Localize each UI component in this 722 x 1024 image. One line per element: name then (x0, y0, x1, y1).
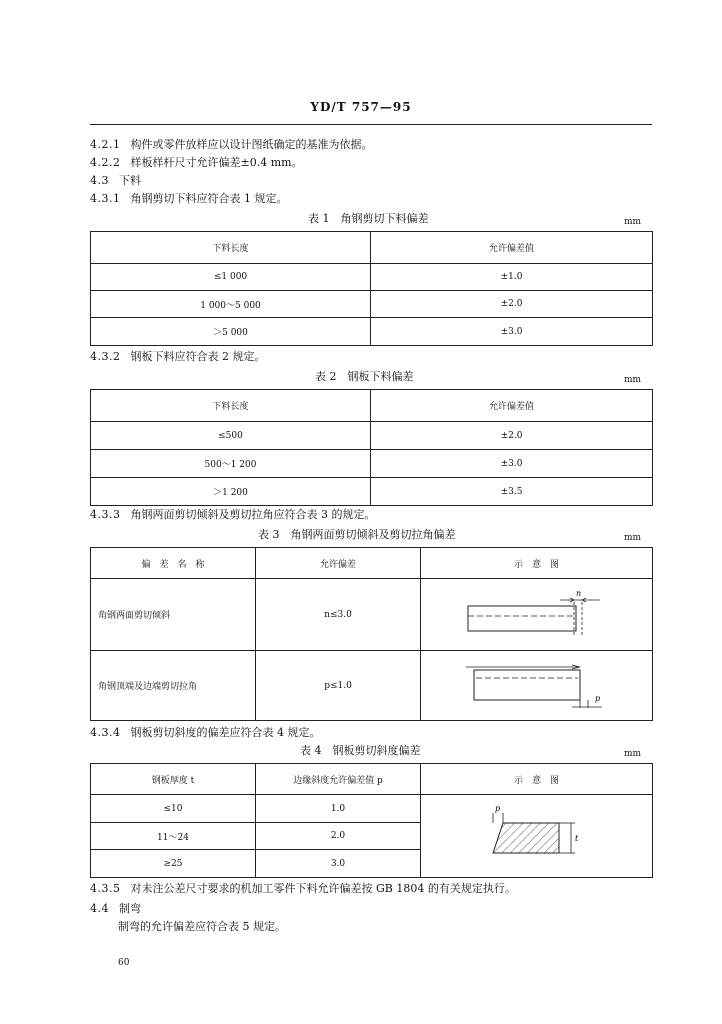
table-cell: ±3.0 (371, 450, 653, 478)
clause-text: 样板样杆尺寸允许偏差±0.4 mm。 (130, 156, 303, 169)
table-header-cell: 偏 差 名 称 (91, 548, 256, 579)
table-row (91, 579, 653, 651)
plate-bevel-diagram (477, 801, 597, 871)
table-cell: ＞1 200 (91, 478, 371, 506)
table-cell: 角钢顶端及边端剪切拉角 (91, 651, 256, 721)
standard-header: YD/T 757—95 (310, 100, 412, 114)
clause-number: 4.2.1 (90, 138, 121, 151)
clause-text: 制弯 (119, 902, 141, 915)
table-cell: ±1.0 (371, 264, 653, 291)
table-header-cell: 示 意 图 (421, 548, 653, 579)
diagram-cell (421, 651, 653, 721)
angle-shear-tilt-diagram (462, 590, 612, 640)
table-row (91, 422, 653, 450)
table1 (90, 231, 653, 346)
table-cell: ≤500 (91, 422, 371, 450)
table-cell: 1.0 (256, 795, 421, 823)
table-cell: 3.0 (256, 850, 421, 878)
clause-4-4-body: 制弯的允许偏差应符合表 5 规定。 (118, 920, 286, 933)
page-number: 60 (118, 958, 130, 968)
diagram-label-p: p (594, 693, 600, 703)
clause-4-3-3 (90, 508, 376, 522)
clause-number: 4.4 (90, 902, 109, 915)
table-header-cell: 边缘斜度允许偏差值 p (256, 764, 421, 795)
clause-number: 4.3.1 (90, 192, 121, 205)
clause-number: 4.3.4 (90, 726, 121, 739)
table-row (91, 291, 653, 318)
table4 (90, 763, 653, 878)
table-row (91, 478, 653, 506)
table-header-row (91, 232, 653, 264)
header-rule (90, 124, 652, 125)
table-cell: ＞5 000 (91, 318, 371, 346)
table-cell: ±2.0 (371, 422, 653, 450)
clause-text: 角钢两面剪切倾斜及剪切拉角应符合表 3 的规定。 (130, 508, 376, 521)
clause-4-2-2 (90, 156, 303, 170)
table-cell: 角钢两面剪切倾斜 (91, 579, 256, 651)
clause-text: 下料 (119, 174, 141, 187)
table-cell: p≤1.0 (256, 651, 421, 721)
table-cell: n≤3.0 (256, 579, 421, 651)
clause-text: 对未注公差尺寸要求的机加工零件下料允许偏差按 GB 1804 的有关规定执行。 (130, 882, 516, 895)
table-row (91, 450, 653, 478)
clause-text: 构件或零件放样应以设计图纸确定的基准为依据。 (130, 138, 373, 151)
table2 (90, 389, 653, 506)
table4-caption: 表 4 钢板剪切斜度偏差 (300, 744, 421, 757)
diagram-cell (421, 795, 653, 878)
clause-number: 4.3.5 (90, 882, 121, 895)
table-header-cell: 允许偏差值 (371, 390, 653, 422)
clause-text: 钢板剪切斜度的偏差应符合表 4 规定。 (130, 726, 321, 739)
clause-number: 4.2.2 (90, 156, 121, 169)
table1-caption: 表 1 角钢剪切下料偏差 (308, 212, 429, 225)
table-cell: ≥25 (91, 850, 256, 878)
clause-number: 4.3 (90, 174, 109, 187)
clause-4-3-5 (90, 882, 516, 896)
table1-unit: mm (624, 217, 642, 227)
table-cell: ±2.0 (371, 291, 653, 318)
table-header-cell: 下料长度 (91, 232, 371, 264)
clause-4-3-2 (90, 350, 266, 364)
table-header-row (91, 390, 653, 422)
clause-number: 4.3.3 (90, 508, 121, 521)
clause-4-3-4 (90, 726, 321, 740)
table3 (90, 547, 653, 721)
table-header-cell: 示 意 图 (421, 764, 653, 795)
clause-number: 4.3.2 (90, 350, 121, 363)
clause-text: 钢板下料应符合表 2 规定。 (130, 350, 266, 363)
table-cell: ±3.5 (371, 478, 653, 506)
table3-caption: 表 3 角钢两面剪切倾斜及剪切拉角偏差 (258, 528, 456, 541)
clause-text: 角钢剪切下料应符合表 1 规定。 (130, 192, 288, 205)
table-cell: 11～24 (91, 823, 256, 850)
diagram-label-t: t (574, 834, 578, 843)
table-header-cell: 钢板厚度 t (91, 764, 256, 795)
table-header-cell: 允许偏差 (256, 548, 421, 579)
diagram-cell (421, 579, 653, 651)
table4-unit: mm (624, 749, 642, 759)
table-header-row (91, 548, 653, 579)
table2-unit: mm (624, 375, 642, 385)
table-cell: 500～1 200 (91, 450, 371, 478)
table3-unit: mm (624, 533, 642, 543)
table-row (91, 651, 653, 721)
table-row (91, 318, 653, 346)
angle-end-pull-diagram (462, 661, 612, 711)
table-cell: 1 000～5 000 (91, 291, 371, 318)
clause-4-3 (90, 174, 141, 188)
table-cell: ±3.0 (371, 318, 653, 346)
table-cell: 2.0 (256, 823, 421, 850)
table2-caption: 表 2 钢板下料偏差 (315, 370, 414, 383)
diagram-label-n: n (575, 589, 581, 598)
table-row (91, 795, 653, 823)
diagram-label-p: p (494, 804, 500, 813)
clause-4-2-1 (90, 138, 373, 152)
table-cell: ≤1 000 (91, 264, 371, 291)
table-header-row (91, 764, 653, 795)
clause-4-3-1 (90, 192, 288, 206)
table-row (91, 264, 653, 291)
clause-4-4 (90, 902, 141, 916)
table-header-cell: 允许偏差值 (371, 232, 653, 264)
table-header-cell: 下料长度 (91, 390, 371, 422)
table-cell: ≤10 (91, 795, 256, 823)
